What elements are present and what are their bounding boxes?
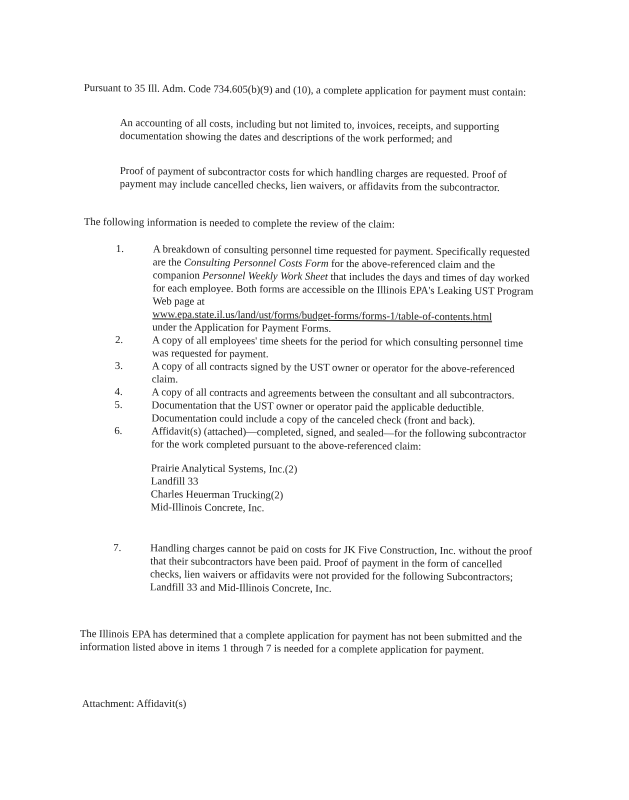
subcontractor-list xyxy=(151,462,534,517)
list-item-1 xyxy=(115,243,536,338)
item-text: Affidavit(s) (attached)—completed, signed, and sealed—for the following subcontractor for the work completed pursuant to the above-referenced claim: xyxy=(151,426,527,453)
item-text: A copy of all employees' time sheets for the period for which consulting personnel time was requested for payment. xyxy=(151,335,524,361)
list-item-6 xyxy=(114,425,535,518)
item-text: A breakdown of consulting personnel time requested for payment. Specifically requested are the xyxy=(152,244,530,269)
item-number: 7. xyxy=(113,542,122,555)
conclusion-paragraph: The Illinois EPA has determined that a complete application for payment has not been submitted and the information listed above in items 1 through 7 is needed for a complete application for payment. xyxy=(79,628,523,657)
item-number: 3. xyxy=(114,360,123,373)
item-number: 2. xyxy=(115,334,124,347)
lead-paragraph: The following information is needed to complete the review of the claim: xyxy=(83,216,395,231)
item-number: 1. xyxy=(115,243,124,256)
item-text: A copy of all contracts signed by the UST owner or operator for the above-referenced claim. xyxy=(151,361,515,386)
list-item-3 xyxy=(115,360,535,390)
item-text: for the above-referenced claim and the companion xyxy=(152,258,496,282)
item-text: that includes the days and times of day worked for each employee. Both forms are accessible on the Illinois EPA's Leaking UST Program Web page at xyxy=(152,271,534,308)
item-number: 6. xyxy=(114,425,123,438)
intro-paragraph: Pursuant to 35 Ill. Adm. Code 734.605(b)(9) and (10), a complete application for payment must contain: xyxy=(83,82,527,99)
item-text: A copy of all contracts and agreements between the consultant and all subcontractors. xyxy=(151,387,515,402)
requirement-accounting: An accounting of all costs, including but not limited to, invoices, receipts, and supporting documentation showing the dates and descriptions of the work performed; and xyxy=(119,117,500,146)
subcontractor-name: Landfill 33 xyxy=(150,476,199,488)
subcontractor-name: Charles Heuerman Trucking(2) xyxy=(150,489,284,502)
subcontractor-name: Mid-Illinois Concrete, Inc. xyxy=(150,502,265,515)
item-text: under the Application for Payment Forms. xyxy=(152,322,332,335)
list-item-5 xyxy=(114,399,534,429)
list-item-2 xyxy=(115,334,535,364)
item-number: 4. xyxy=(114,386,123,399)
item-text: Handling charges cannot be paid on costs for JK Five Construction, Inc. without the proof that their subcontractors have been paid. Proof of payment in the form of cancelled checks, lien waivers or affidavits were not provided for the following Subcontractors; Landfill 33 and Mid-Illinois Concrete, Inc. xyxy=(149,543,533,595)
list-item-7 xyxy=(113,542,533,598)
forms-url-link[interactable]: www.epa.state.il.us/land/ust/forms/budget-forms/forms-1/table-of-contents.html xyxy=(152,309,493,324)
requirement-proof-of-payment: Proof of payment of subcontractor costs for which handling charges are requested. Proof of payment may include cancelled checks, lien waivers, or affidavits from the subcontractor. xyxy=(119,165,507,194)
subcontractor-name: Prairie Analytical Systems, Inc.(2) xyxy=(150,463,298,476)
item-text: Documentation that the UST owner or operator paid the applicable deductible. Documentation could include a copy of the canceled check (front and back). xyxy=(151,400,485,428)
attachment-line: Attachment: Affidavit(s) xyxy=(82,699,187,710)
consulting-form-name: Consulting Personnel Costs Form xyxy=(183,257,329,270)
required-items-list xyxy=(113,243,536,598)
item-number: 5. xyxy=(114,399,123,412)
work-sheet-name: Personnel Weekly Work Sheet xyxy=(202,270,328,283)
